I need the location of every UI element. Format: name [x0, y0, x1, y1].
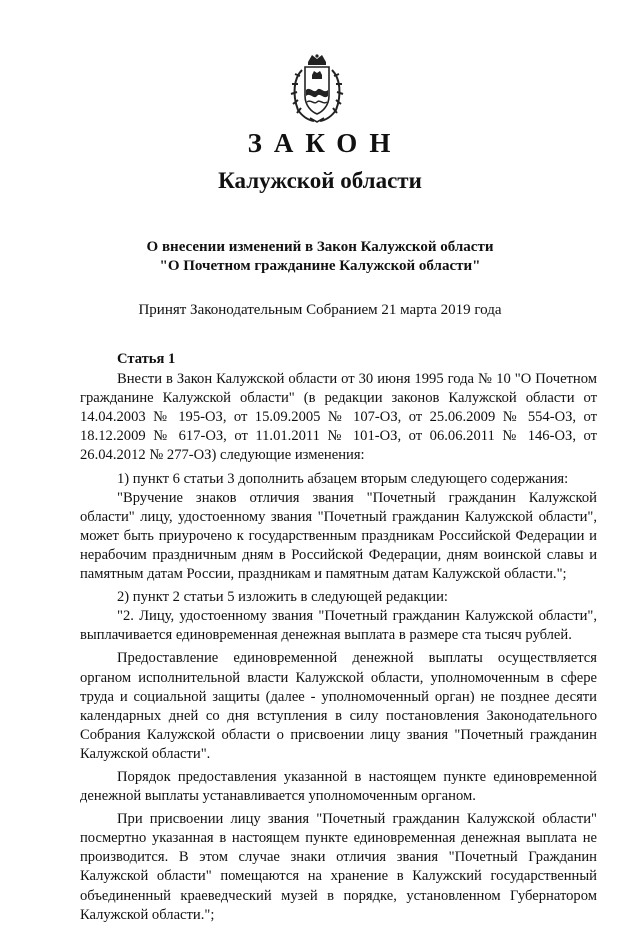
amendment-item-2-paragraph-1: "2. Лицу, удостоенному звания "Почетный гражданин Калужской области", выплачивается единовременная денежная выплата в размере ста тысяч рублей. — [80, 608, 597, 644]
document-subtitle: Калужской области — [218, 168, 422, 193]
document-title: ЗАКОН — [247, 128, 403, 158]
amendment-item-1: 1) пункт 6 статьи 3 дополнить абзацем вторым следующего содержания: — [117, 470, 569, 487]
coat-of-arms-emblem — [288, 52, 346, 124]
amendment-item-2-paragraph-3: Порядок предоставления указанной в настоящем пункте единовременной денежной выплаты устанавливается уполномоченным органом. — [80, 768, 597, 805]
amendment-item-1-text: "Вручение знаков отличия звания "Почетный гражданин Калужской области" лицу, удостоенному звания "Почетный гражданин Калужской области", может быть приурочено к государственным праздникам Российской Федерации и нерабочим праздничным дням в Российской Федерации, дням воинской славы и памятным датам России, праздникам и памятным датам Калужской области."; — [80, 489, 597, 583]
law-name — [0, 238, 640, 276]
law-name-line-1: О внесении изменений в Закон Калужской области — [146, 239, 494, 255]
amendment-item-2: 2) пункт 2 статьи 5 изложить в следующей редакции: — [117, 589, 448, 606]
amendment-item-2-paragraph-2: Предоставление единовременной денежной выплаты осуществляется органом исполнительной власти Калужской области, уполномоченным в сфере труда и социальной защиты (далее - уполномоченный орган) не позднее десяти календарных дней со дня вступления в силу постановления Законодательного Собрания Калужской области о присвоении лицу звания "Почетный гражданин Калужской области". — [80, 650, 597, 762]
adoption-date-line: Принят Законодательным Собранием 21 марта 2019 года — [138, 302, 502, 318]
article-body — [80, 350, 597, 925]
article-heading: Статья 1 — [117, 351, 176, 367]
article-intro: Внести в Закон Калужской области от 30 июня 1995 года № 10 "О Почетном гражданине Калужской области" (в редакции законов Калужской области от 14.04.2003 № 195-ОЗ, от 15.09.2005 № 107-ОЗ, от 25.06.2009 № 554-ОЗ, от 18.12.2009 № 617-ОЗ, от 11.01.2011 № 101-ОЗ, от 06.06.2011 № 146-ОЗ, от 26.04.2012 № 277-ОЗ) следующие изменения: — [80, 371, 597, 464]
law-name-line-2: "О Почетном гражданине Калужской области" — [159, 258, 481, 274]
amendment-item-2-paragraph-4: При присвоении лицу звания "Почетный гражданин Калужской области" посмертно указанная в настоящем пункте единовременная денежная выплата не производится. В этом случае знаки отличия звания "Почетный Гражданин Калужской области" помещаются на хранение в Калужский государственный объединенный краеведческий музей в порядке, установленном Губернатором Калужской области."; — [80, 811, 597, 923]
